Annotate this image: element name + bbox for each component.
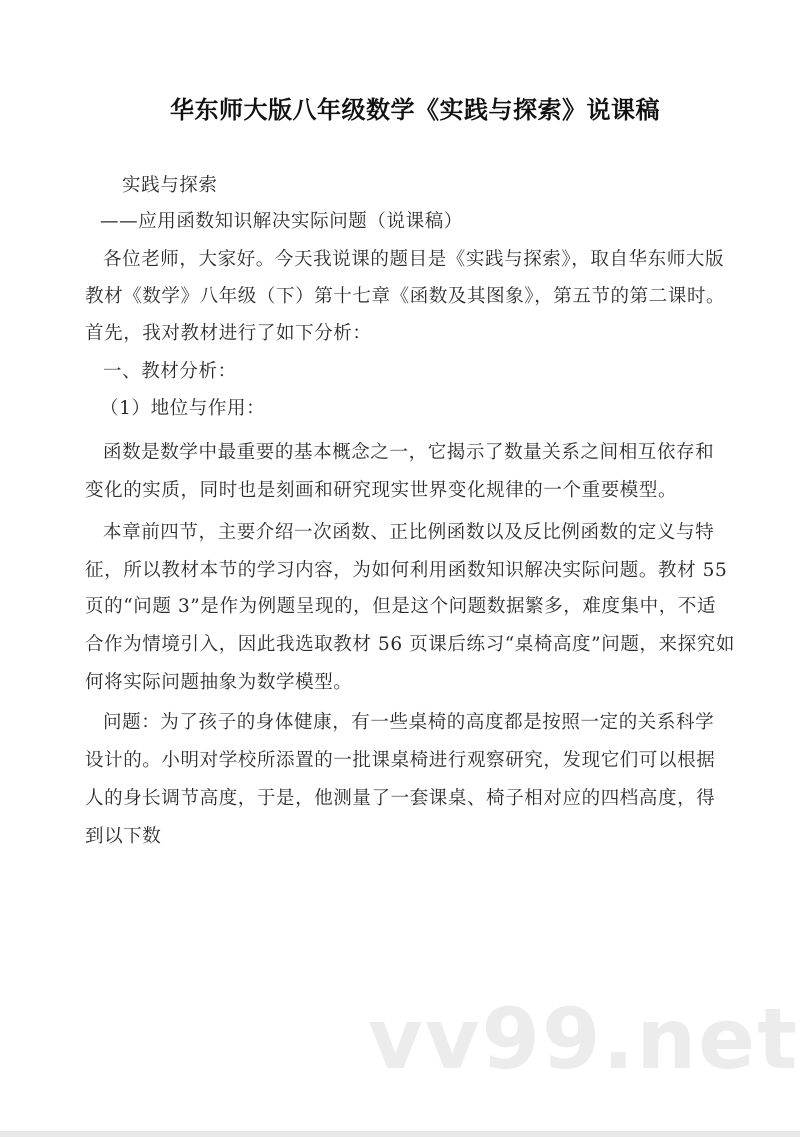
page-bottom-edge (0, 1131, 800, 1137)
watermark: vv99.net (368, 990, 800, 1088)
paragraph-line: 何将实际问题抽象为数学模型。 (85, 672, 353, 693)
paragraph-line: 征，所以教材本节的学习内容，为如何利用函数知识解决实际问题。教材 55 (85, 560, 728, 581)
paragraph-line: 问题：为了孩子的身体健康，有一些桌椅的高度都是按照一定的关系科学 (103, 712, 715, 733)
paragraph-line: 人的身长调节高度，于是，他测量了一套课桌、椅子相对应的四档高度，得 (85, 788, 716, 809)
section-heading: 一、教材分析： (103, 361, 237, 382)
paragraph-line: 页的“问题 3”是作为例题呈现的，但是这个问题数据繁多，难度集中，不适 (85, 596, 717, 617)
document-title: 华东师大版八年级数学《实践与探索》说课稿 (170, 96, 660, 124)
paragraph-line: 函数是数学中最重要的基本概念之一，它揭示了数量关系之间相互依存和 (103, 442, 715, 463)
subtitle: 实践与探索 (122, 175, 218, 196)
paragraph-line: 本章前四节，主要介绍一次函数、正比例函数以及反比例函数的定义与特 (103, 522, 715, 543)
paragraph-line: 变化的实质，同时也是刻画和研究现实世界变化规律的一个重要模型。 (85, 480, 678, 501)
subtitle-sub: ——应用函数知识解决实际问题（说课稿） (100, 211, 463, 232)
paragraph-line: 首先，我对教材进行了如下分析： (85, 323, 372, 344)
paragraph-line: 到以下数 (85, 826, 162, 847)
subsection-heading: （1）地位与作用： (100, 398, 266, 419)
paragraph-line: 各位老师，大家好。今天我说课的题目是《实践与探索》，取自华东师大版 (103, 249, 725, 270)
paragraph-line: 设计的。小明对学校所添置的一批课桌椅进行观察研究，发现它们可以根据 (85, 750, 716, 771)
paragraph-line: 教材《数学》八年级（下）第十七章《函数及其图象》，第五节的第二课时。 (85, 286, 726, 307)
paragraph-line: 合作为情境引入，因此我选取教材 56 页课后练习“桌椅高度”问题，来探究如 (85, 634, 735, 655)
